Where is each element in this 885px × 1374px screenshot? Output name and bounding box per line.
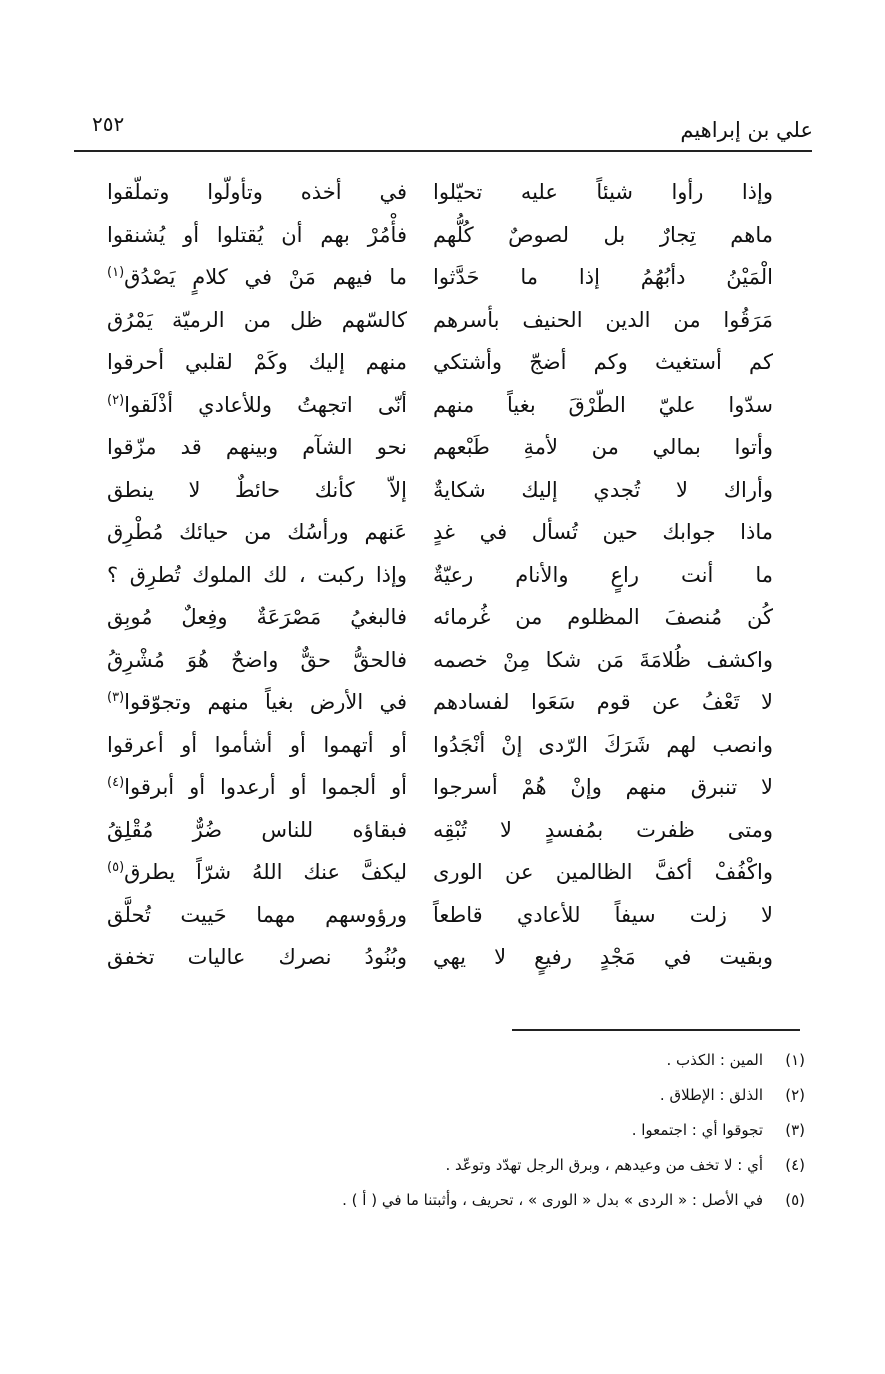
second-hemistich-text: ما فيهم مَنْ في كلامٍ يَصْدُق: [124, 265, 407, 289]
second-hemistich-text: وإذا ركبت ، لك الملوك تُطرِق ؟: [107, 562, 407, 587]
footnote-rule: [512, 1029, 800, 1031]
verse-line: [0, 478, 885, 521]
second-hemistich-text: في الأرض بغياً منهم وتجوّقوا: [124, 690, 407, 714]
second-hemistich-text: إلاّ كأنك حائطٌ لا ينطق: [107, 477, 407, 502]
first-hemistich: واكْفُفْ أكفَّ الظالمين عن الورى: [433, 860, 773, 884]
second-hemistich: [107, 818, 407, 842]
footnote-number: (٣): [785, 1120, 805, 1139]
verse-line: [0, 393, 885, 436]
second-hemistich-text: أو أتهموا أو أشأموا أو أعرقوا: [107, 732, 407, 757]
verse-line: [0, 945, 885, 988]
first-hemistich: وبقيت في مَجْدٍ رفيعٍ لا يهي: [433, 945, 773, 969]
first-hemistich: لا زلت سيفاً للأعادي قاطعاً: [433, 902, 773, 927]
second-hemistich: [107, 690, 407, 714]
second-hemistich: [107, 775, 407, 799]
second-hemistich-text: نحو الشآم وبينهم قد مزّقوا: [107, 435, 407, 459]
first-hemistich: سدّوا عليّ الطّرْقَ بغياً منهم: [433, 392, 773, 417]
second-hemistich: [107, 733, 407, 757]
first-hemistich: وأراك لا تُجدي إليك شكايةٌ: [433, 477, 773, 502]
first-hemistich: كُن مُنصفَ المظلوم من غُرمائه: [433, 605, 773, 629]
verse-line: [0, 223, 885, 266]
first-hemistich: وانصب لهم شَرَكَ الرّدى إنْ أنْجَدُوا: [433, 732, 773, 757]
verse-line: [0, 605, 885, 648]
second-hemistich-text: وبُنُودُ نصرك عاليات تخفق: [107, 945, 407, 969]
footnote-text: تجوقوا أي : اجتمعوا .: [631, 1120, 763, 1139]
footnote-marker: (٥): [107, 860, 125, 875]
second-hemistich: [107, 308, 407, 332]
second-hemistich-text: فبقاؤه للناس ضُرٌّ مُقْلِقُ: [107, 817, 407, 842]
verse-line: [0, 563, 885, 606]
running-header-title: علي بن إبراهيم: [680, 118, 813, 142]
second-hemistich-text: أو ألجموا أو أرعدوا أو أبرقوا: [124, 775, 407, 799]
verse-line: [0, 435, 885, 478]
second-hemistich: [107, 563, 407, 587]
footnote: [342, 1042, 805, 1077]
footnote-marker: (١): [107, 265, 125, 280]
footnote-marker: (٤): [107, 775, 125, 790]
second-hemistich: [107, 435, 407, 459]
footnote-text: في الأصل : « الردى » بدل « الورى » ، تحريف ، وأثبتنا ما في ( أ ) .: [342, 1190, 763, 1209]
second-hemistich-text: ورؤوسهم مهما حَييت تُحلَّق: [107, 902, 407, 927]
first-hemistich: ماذا جوابك حين تُسأل في غدٍ: [433, 520, 773, 544]
second-hemistich-text: أنّى اتجهتُ وللأعادي أذْلَقوا: [124, 392, 407, 417]
second-hemistich: [107, 648, 407, 672]
second-hemistich: [107, 180, 407, 204]
verse-line: [0, 860, 885, 903]
poem: [0, 180, 885, 988]
second-hemistich: [107, 945, 407, 969]
second-hemistich-text: كالسّهم ظل من الرميّة يَمْرُق: [107, 307, 407, 332]
second-hemistich-text: في أخذه وتأولّوا وتملّقوا: [107, 180, 407, 204]
second-hemistich: [107, 605, 407, 629]
second-hemistich: [107, 350, 407, 374]
verse-line: [0, 648, 885, 691]
verse-line: [0, 180, 885, 223]
footnote-number: (١): [785, 1050, 805, 1069]
first-hemistich: كم أستغيث وكم أضجّ وأشتكي: [433, 350, 773, 374]
footnote-marker: (٣): [107, 690, 125, 705]
verse-line: [0, 265, 885, 308]
verse-line: [0, 775, 885, 818]
footnote: [342, 1147, 805, 1182]
first-hemistich: الْمَيْنُ دأبُهُمُ إذا ما حَدَّثوا: [433, 265, 773, 289]
verse-line: [0, 520, 885, 563]
footnote-text: أي : لا تخف من وعيدهم ، وبرق الرجل تهدّد وتوعّد .: [445, 1155, 763, 1174]
verse-line: [0, 690, 885, 733]
second-hemistich-text: عَنهم ورأسُك من حيائك مُطْرِق: [107, 520, 407, 544]
second-hemistich-text: منهم إليك وكَمْ لقلبي أحرقوا: [107, 350, 407, 374]
second-hemistich-text: فأْمُرْ بهم أن يُقتلوا أو يُشنقوا: [107, 222, 407, 247]
footnote-marker: (٢): [107, 392, 125, 408]
footnote-text: الذلق : الإطلاق .: [659, 1085, 763, 1104]
page-number: ٢٥٢: [92, 112, 125, 136]
first-hemistich: لا تَعْفُ عن قوم سَعَوا لفسادهم: [433, 690, 773, 714]
second-hemistich: [107, 393, 407, 417]
first-hemistich: واكشف ظُلامَةَ مَن شكا مِنْ خصمه: [433, 647, 773, 672]
second-hemistich: [107, 860, 407, 884]
second-hemistich: [107, 478, 407, 502]
second-hemistich-text: فالبغيُ مَصْرَعَةٌ وفِعلٌ مُوبِق: [107, 605, 407, 629]
footnote-number: (٥): [785, 1190, 805, 1209]
footnote: [342, 1182, 805, 1217]
second-hemistich-text: ليكفَّ عنك اللهُ شرّاً يطرق: [124, 860, 407, 884]
first-hemistich: ما أنت راعٍ والأنام رعيّةٌ: [433, 562, 773, 587]
first-hemistich: مَرَقُوا من الدين الحنيف بأسرهم: [433, 307, 773, 332]
first-hemistich: لا تنبرق منهم وإنْ هُمْ أسرجوا: [433, 775, 773, 799]
verse-line: [0, 308, 885, 351]
header-rule: [74, 150, 812, 152]
first-hemistich: وأتوا بمالي من لأمةِ طَبْعهم: [433, 435, 773, 459]
first-hemistich: ماهم تِجارٌ بل لصوصٌ كُلُّهم: [433, 222, 773, 247]
second-hemistich-text: فالحقُّ حقٌّ واضحٌ هُوَ مُشْرِقُ: [107, 647, 407, 672]
second-hemistich: [107, 265, 407, 289]
footnote: [342, 1112, 805, 1147]
first-hemistich: ومتى ظفرت بمُفسدٍ لا تُبْقِه: [433, 817, 773, 842]
second-hemistich: [107, 903, 407, 927]
footnote-text: المين : الكذب .: [666, 1050, 763, 1069]
second-hemistich: [107, 223, 407, 247]
footnote-number: (٢): [785, 1085, 805, 1104]
verse-line: [0, 903, 885, 946]
verse-line: [0, 350, 885, 393]
verse-line: [0, 818, 885, 861]
verse-line: [0, 733, 885, 776]
footnotes: [342, 1042, 805, 1217]
second-hemistich: [107, 520, 407, 544]
footnote-number: (٤): [785, 1155, 805, 1174]
first-hemistich: وإذا رأوا شيئاً عليه تحيّلوا: [433, 180, 773, 204]
footnote: [342, 1077, 805, 1112]
